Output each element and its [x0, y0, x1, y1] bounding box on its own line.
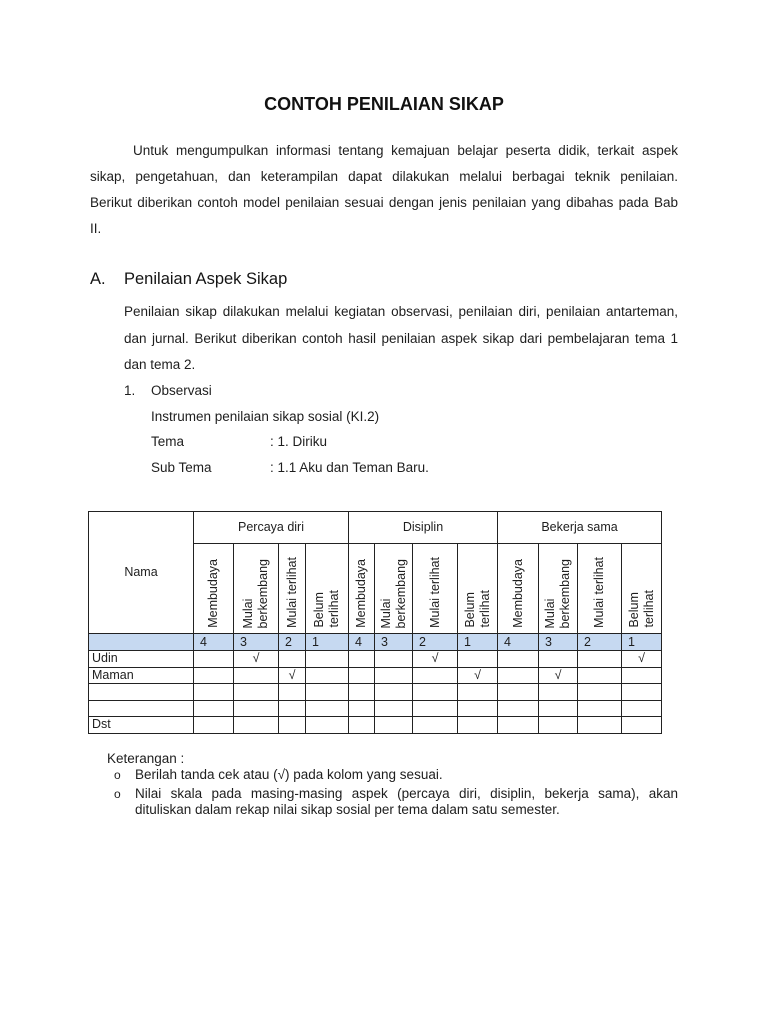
- paragraph-line: dan jurnal. Berikut diberikan contoh hasil penilaian aspek sikap dari pembelajaran tema 1: [124, 330, 678, 346]
- score-row: [89, 634, 662, 651]
- subtema-row: [124, 455, 678, 481]
- subheader-label-line: terlihat: [327, 590, 341, 628]
- observation-title-row: [124, 378, 678, 404]
- page-title: CONTOH PENILAIAN SIKAP: [264, 94, 504, 114]
- check-cell: [194, 667, 234, 684]
- group-header-disiplin: Disiplin: [349, 512, 498, 544]
- check-cell: [578, 700, 622, 717]
- check-cell: [349, 717, 375, 734]
- note-line: dituliskan dalam rekap nilai sikap sosial per tema dalam satu semester.: [135, 802, 560, 817]
- subheader-cell: [413, 544, 458, 634]
- check-cell: [375, 667, 413, 684]
- check-cell: [539, 651, 578, 668]
- instrument-label: Instrumen penilaian sikap sosial (KI.2): [151, 408, 380, 424]
- check-cell: [375, 684, 413, 701]
- group-header-bekerja-sama: Bekerja sama: [498, 512, 662, 544]
- check-cell: [539, 700, 578, 717]
- student-name: [89, 700, 194, 717]
- section-a-paragraph: [124, 299, 678, 379]
- check-cell: [279, 684, 306, 701]
- subheader-wrap: [622, 545, 661, 633]
- check-cell: [498, 700, 539, 717]
- notes: [107, 751, 678, 818]
- check-cell: √: [622, 651, 662, 668]
- subheader-label: [428, 557, 443, 628]
- check-cell: [413, 700, 458, 717]
- note-item: [107, 786, 678, 818]
- check-cell: [578, 667, 622, 684]
- check-cell: √: [279, 667, 306, 684]
- student-name: Dst: [89, 717, 194, 734]
- score-value: 4: [349, 634, 375, 651]
- subheader-label-line: berkembang: [558, 558, 573, 628]
- check-cell: [458, 700, 498, 717]
- check-cell: [194, 717, 234, 734]
- section-title: Penilaian Aspek Sikap: [124, 270, 288, 288]
- intro-line: II.: [90, 221, 102, 236]
- subheader-label: [592, 557, 607, 628]
- check-cell: [306, 667, 349, 684]
- table-row: [89, 651, 662, 668]
- check-cell: √: [234, 651, 279, 668]
- subheader-label-line: Belum: [462, 592, 477, 628]
- score-value: 3: [234, 634, 279, 651]
- subheader-cell: [498, 544, 539, 634]
- check-cell: [306, 651, 349, 668]
- subheader-label-line: terlihat: [641, 590, 656, 628]
- subheader-label: [354, 559, 369, 628]
- subheader-label-line: Mulai terlihat: [592, 557, 607, 628]
- subheader-label-line: Belum: [312, 592, 326, 628]
- check-cell: [622, 717, 662, 734]
- subheader-label: [627, 590, 657, 628]
- check-cell: [375, 700, 413, 717]
- check-cell: [622, 700, 662, 717]
- subheader-label: [285, 557, 300, 628]
- student-name: Udin: [89, 651, 194, 668]
- subheader-label-line: berkembang: [393, 558, 408, 628]
- check-cell: [578, 651, 622, 668]
- check-cell: [194, 651, 234, 668]
- table-row: [89, 717, 662, 734]
- subheader-wrap: [194, 545, 233, 633]
- subheader-wrap: [413, 545, 457, 633]
- subheader-label: [463, 590, 493, 628]
- check-cell: [349, 667, 375, 684]
- subheader-cell: [375, 544, 413, 634]
- score-value: 1: [622, 634, 662, 651]
- subheader-label-line: Mulai: [241, 598, 255, 628]
- paragraph-line: dan tema 2.: [124, 357, 196, 372]
- check-cell: [458, 684, 498, 701]
- intro-line: Berikut diberikan contoh model penilaian sesuai dengan jenis penilaian yang dibahas pada Bab: [90, 195, 678, 210]
- group-header-row: [89, 512, 662, 544]
- note-text: [135, 767, 678, 783]
- list-number: 1.: [124, 383, 136, 398]
- subheader-wrap: [498, 545, 538, 633]
- check-cell: [234, 717, 279, 734]
- check-cell: [194, 684, 234, 701]
- subheader-label: [241, 559, 271, 629]
- note-text: [135, 786, 678, 818]
- tema-value: : 1. Diriku: [270, 434, 328, 450]
- score-value: 4: [498, 634, 539, 651]
- score-value: 4: [194, 634, 234, 651]
- group-header-percaya-diri: Percaya diri: [194, 512, 349, 544]
- bullet-marker: o: [114, 768, 121, 782]
- check-cell: [458, 717, 498, 734]
- subheader-label: [379, 559, 409, 629]
- table-row: [89, 684, 662, 701]
- table-body: [89, 634, 662, 734]
- subheader-wrap: [539, 545, 577, 633]
- subheader-cell: [458, 544, 498, 634]
- subheader-cell: [234, 544, 279, 634]
- check-cell: [234, 684, 279, 701]
- tema-label: Tema: [151, 434, 185, 450]
- subheader-label: [206, 559, 221, 628]
- check-cell: √: [539, 667, 578, 684]
- subheader-label-line: Mulai: [378, 598, 393, 628]
- subheader-wrap: [306, 545, 348, 633]
- instrument-row: [124, 404, 678, 430]
- subheader-label-line: Belum: [626, 592, 641, 628]
- subheader-label-line: Mulai terlihat: [427, 557, 442, 628]
- check-cell: [349, 684, 375, 701]
- score-value: 1: [306, 634, 349, 651]
- subtema-label: Sub Tema: [151, 460, 212, 476]
- notes-heading: Keterangan :: [107, 751, 185, 766]
- check-cell: [622, 667, 662, 684]
- check-cell: [306, 684, 349, 701]
- observation-item: [124, 378, 678, 481]
- student-name: [89, 684, 194, 701]
- bullet-marker: o: [114, 787, 121, 801]
- subheader-cell: [306, 544, 349, 634]
- check-cell: [279, 700, 306, 717]
- subheader-cell: [194, 544, 234, 634]
- check-cell: [413, 717, 458, 734]
- check-cell: √: [458, 667, 498, 684]
- check-cell: [622, 684, 662, 701]
- assessment-table-wrap: [88, 511, 662, 734]
- check-cell: [234, 700, 279, 717]
- subheader-label-line: Membudaya: [354, 559, 368, 628]
- section-a-heading: [90, 268, 510, 290]
- subheader-wrap: [375, 545, 412, 633]
- subheader-label: [511, 559, 526, 628]
- subheader-cell: [349, 544, 375, 634]
- check-cell: [306, 700, 349, 717]
- check-cell: [539, 717, 578, 734]
- subheader-label-line: Mulai: [543, 598, 558, 628]
- check-cell: [279, 651, 306, 668]
- score-value: 1: [458, 634, 498, 651]
- subheader-wrap: [349, 545, 374, 633]
- list-item-title: Observasi: [151, 383, 212, 398]
- score-value: 2: [413, 634, 458, 651]
- check-cell: [458, 651, 498, 668]
- check-cell: [279, 717, 306, 734]
- assessment-table: [88, 511, 662, 734]
- subheader-label: [543, 559, 573, 629]
- intro-line: sikap, pengetahuan, dan keterampilan dapat dilakukan melalui berbagai teknik penilaian.: [90, 169, 678, 184]
- section-number: A.: [90, 270, 106, 288]
- check-cell: [413, 667, 458, 684]
- score-value: 3: [375, 634, 413, 651]
- check-cell: [194, 700, 234, 717]
- score-row-name-cell: [89, 634, 194, 651]
- intro-line: Untuk mengumpulkan informasi tentang kemajuan belajar peserta didik, terkait aspek: [133, 143, 678, 158]
- check-cell: [498, 651, 539, 668]
- subheader-label-line: Mulai terlihat: [284, 557, 299, 628]
- subheader-label-line: terlihat: [477, 590, 492, 628]
- check-cell: [578, 717, 622, 734]
- name-column-header: Nama: [89, 512, 194, 634]
- check-cell: [498, 667, 539, 684]
- subheader-cell: [279, 544, 306, 634]
- subheader-wrap: [578, 545, 621, 633]
- check-cell: [539, 684, 578, 701]
- check-cell: [234, 667, 279, 684]
- check-cell: [578, 684, 622, 701]
- subheader-label-line: Membudaya: [510, 559, 525, 628]
- check-cell: [349, 700, 375, 717]
- subheader-label: [312, 590, 342, 628]
- check-cell: [498, 717, 539, 734]
- check-cell: √: [413, 651, 458, 668]
- subheader-wrap: [234, 545, 278, 633]
- subheader-label-line: berkembang: [256, 558, 270, 628]
- check-cell: [375, 717, 413, 734]
- intro-paragraph: [90, 138, 678, 242]
- student-name: Maman: [89, 667, 194, 684]
- subheader-cell: [539, 544, 578, 634]
- score-value: 3: [539, 634, 578, 651]
- table-row: [89, 667, 662, 684]
- subtema-value: : 1.1 Aku dan Teman Baru.: [270, 460, 429, 476]
- subheader-wrap: [458, 545, 497, 633]
- note-line: Nilai skala pada masing-masing aspek (percaya diri, disiplin, bekerja sama), akan: [135, 786, 678, 801]
- subheader-cell: [622, 544, 662, 634]
- score-value: 2: [279, 634, 306, 651]
- subheader-wrap: [279, 545, 305, 633]
- check-cell: [349, 651, 375, 668]
- table-row: [89, 700, 662, 717]
- check-cell: [375, 651, 413, 668]
- tema-row: [124, 429, 678, 455]
- check-cell: [306, 717, 349, 734]
- check-cell: [498, 684, 539, 701]
- note-item: [107, 767, 678, 783]
- subheader-label-line: Membudaya: [206, 559, 220, 628]
- paragraph-line: Penilaian sikap dilakukan melalui kegiatan observasi, penilaian diri, penilaian antarteman,: [124, 304, 678, 319]
- note-line: Berilah tanda cek atau (√) pada kolom yang sesuai.: [135, 767, 443, 782]
- score-value: 2: [578, 634, 622, 651]
- check-cell: [413, 684, 458, 701]
- subheader-cell: [578, 544, 622, 634]
